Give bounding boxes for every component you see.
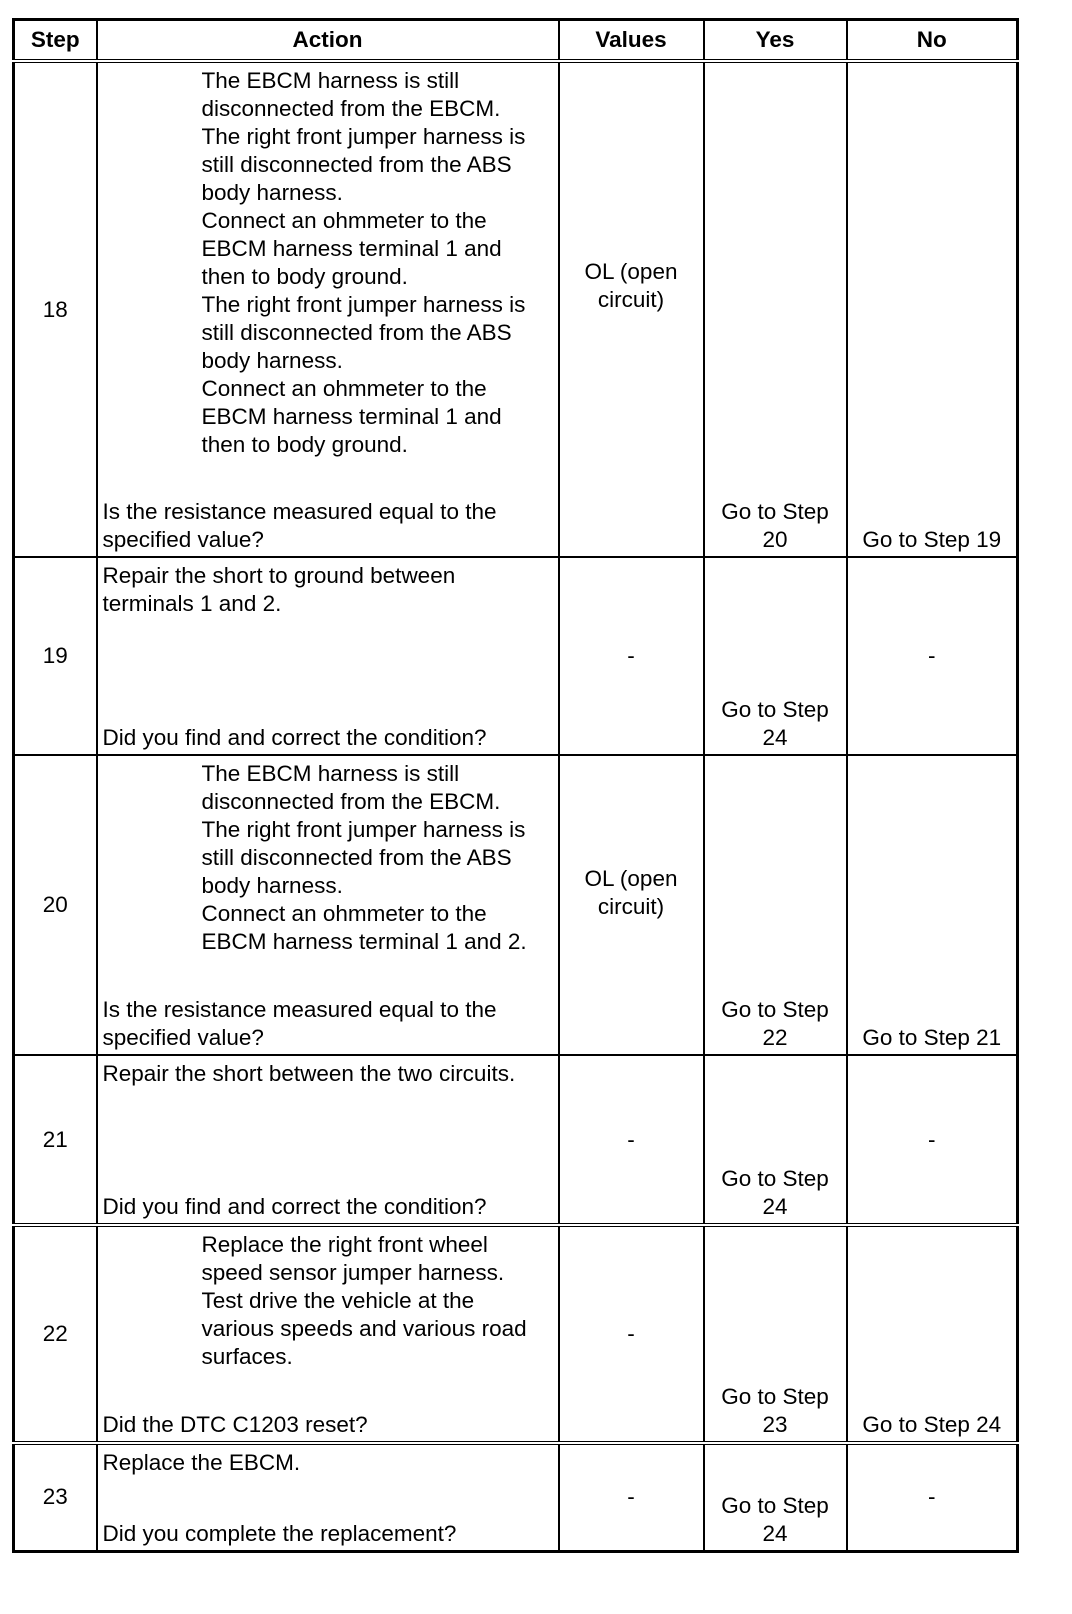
action-question bbox=[103, 1411, 554, 1439]
values-line: - bbox=[627, 1484, 635, 1510]
table-row bbox=[14, 1443, 1018, 1551]
action-question bbox=[103, 724, 554, 752]
values-text bbox=[560, 1320, 703, 1348]
action-line: still disconnected from the ABS bbox=[201, 320, 512, 345]
values-line: OL (open bbox=[584, 258, 678, 284]
yes-line: Go to Step bbox=[721, 1384, 829, 1409]
no-line: - bbox=[928, 643, 936, 668]
action-text bbox=[98, 1227, 558, 1371]
no-link[interactable] bbox=[848, 526, 1017, 556]
action-cell bbox=[97, 1055, 559, 1225]
action-line: speed sensor jumper harness. bbox=[201, 1260, 505, 1285]
action-line: then to body ground. bbox=[201, 264, 408, 289]
no-cell bbox=[847, 557, 1018, 755]
values-text bbox=[560, 1126, 703, 1154]
no-text bbox=[848, 1126, 1017, 1154]
action-line: disconnected from the EBCM. bbox=[201, 789, 501, 814]
header-values: Values bbox=[559, 20, 704, 62]
action-cell bbox=[97, 1443, 559, 1551]
values-line: - bbox=[627, 1321, 635, 1346]
action-line: body harness. bbox=[201, 873, 343, 898]
action-line: disconnected from the EBCM. bbox=[201, 96, 501, 121]
no-link[interactable] bbox=[848, 1024, 1017, 1054]
action-line: Connect an ohmmeter to the bbox=[201, 901, 487, 926]
yes-line: 20 bbox=[762, 527, 788, 552]
action-cell bbox=[97, 755, 559, 1055]
no-line: Go to Step 19 bbox=[862, 527, 1002, 552]
action-line: still disconnected from the ABS bbox=[201, 845, 512, 870]
yes-line: Go to Step bbox=[721, 697, 829, 722]
yes-line: Go to Step bbox=[721, 997, 829, 1022]
question-line: Did the DTC C1203 reset? bbox=[102, 1412, 368, 1437]
action-line: Repair the short between the two circuits. bbox=[102, 1061, 516, 1086]
action-question bbox=[103, 1193, 554, 1221]
action-text bbox=[98, 558, 558, 618]
header-no: No bbox=[847, 20, 1018, 62]
action-text bbox=[98, 1445, 558, 1477]
table-body bbox=[14, 61, 1018, 1551]
action-line: still disconnected from the ABS bbox=[201, 152, 512, 177]
yes-line: 24 bbox=[762, 1194, 788, 1219]
step-cell: 20 bbox=[14, 755, 97, 1055]
question-line: specified value? bbox=[102, 527, 264, 552]
action-cell bbox=[97, 61, 559, 557]
action-line: Test drive the vehicle at the bbox=[201, 1288, 475, 1313]
question-line: Did you complete the replacement? bbox=[102, 1520, 457, 1546]
question-line: specified value? bbox=[102, 1025, 264, 1050]
action-line: Connect an ohmmeter to the bbox=[201, 208, 487, 233]
action-question bbox=[103, 996, 554, 1052]
table-row bbox=[14, 755, 1018, 1055]
action-cell bbox=[97, 1225, 559, 1443]
table-row bbox=[14, 1225, 1018, 1443]
values-line: OL (open bbox=[584, 866, 678, 891]
no-cell bbox=[847, 755, 1018, 1055]
yes-line: 22 bbox=[762, 1025, 788, 1050]
step-cell: 22 bbox=[14, 1225, 97, 1443]
action-line: EBCM harness terminal 1 and bbox=[201, 236, 502, 261]
action-line: body harness. bbox=[201, 348, 343, 373]
no-line: Go to Step 24 bbox=[862, 1412, 1002, 1437]
action-text bbox=[98, 1056, 558, 1088]
yes-line: Go to Step bbox=[721, 499, 829, 524]
values-cell bbox=[559, 1443, 704, 1551]
values-cell bbox=[559, 1225, 704, 1443]
values-text bbox=[560, 258, 703, 314]
action-line: surfaces. bbox=[201, 1344, 293, 1369]
header-step: Step bbox=[14, 20, 97, 62]
values-text bbox=[560, 642, 703, 670]
table-row bbox=[14, 61, 1018, 557]
action-line: then to body ground. bbox=[201, 432, 408, 457]
values-text bbox=[560, 1483, 703, 1511]
action-line: body harness. bbox=[201, 180, 343, 205]
values-cell bbox=[559, 1055, 704, 1225]
yes-cell bbox=[704, 755, 847, 1055]
action-line: The right front jumper harness is bbox=[201, 124, 526, 149]
values-cell bbox=[559, 61, 704, 557]
yes-line: 24 bbox=[762, 725, 788, 750]
action-line: terminals 1 and 2. bbox=[102, 591, 282, 616]
values-cell bbox=[559, 755, 704, 1055]
diagnostic-table-container bbox=[12, 18, 1019, 1553]
action-line: various speeds and various road bbox=[201, 1316, 527, 1341]
table-row bbox=[14, 1055, 1018, 1225]
no-cell bbox=[847, 1055, 1018, 1225]
no-line: Go to Step 21 bbox=[862, 1025, 1002, 1050]
action-question bbox=[103, 498, 554, 554]
action-line: The right front jumper harness is bbox=[201, 292, 526, 317]
header-action: Action bbox=[97, 20, 559, 62]
action-line: Replace the EBCM. bbox=[102, 1450, 301, 1475]
no-text bbox=[848, 642, 1017, 670]
yes-cell bbox=[704, 1225, 847, 1443]
yes-link[interactable] bbox=[705, 1165, 846, 1223]
yes-link[interactable] bbox=[705, 498, 846, 556]
no-line: - bbox=[928, 1126, 936, 1152]
action-line: EBCM harness terminal 1 and bbox=[201, 404, 502, 429]
action-line: The right front jumper harness is bbox=[201, 817, 526, 842]
values-line: - bbox=[627, 643, 635, 668]
header-yes: Yes bbox=[704, 20, 847, 62]
action-line: EBCM harness terminal 1 and 2. bbox=[201, 929, 527, 954]
no-cell bbox=[847, 1443, 1018, 1551]
values-cell bbox=[559, 557, 704, 755]
step-cell: 21 bbox=[14, 1055, 97, 1225]
action-text bbox=[98, 756, 558, 956]
question-line: Is the resistance measured equal to the bbox=[102, 499, 497, 524]
action-cell bbox=[97, 557, 559, 755]
yes-link[interactable] bbox=[705, 1383, 846, 1441]
yes-link[interactable] bbox=[705, 696, 846, 754]
table-row bbox=[14, 557, 1018, 755]
question-line: Is the resistance measured equal to the bbox=[102, 997, 497, 1022]
action-line: The EBCM harness is still bbox=[201, 68, 460, 93]
question-line: Did you find and correct the condition? bbox=[102, 1194, 487, 1219]
values-line: circuit) bbox=[597, 894, 665, 919]
action-line: Repair the short to ground between bbox=[102, 563, 456, 588]
action-text bbox=[98, 63, 558, 459]
no-line: - bbox=[928, 1484, 936, 1510]
action-question bbox=[103, 1520, 554, 1548]
yes-link[interactable] bbox=[705, 1492, 846, 1550]
action-line: Replace the right front wheel bbox=[201, 1232, 488, 1257]
yes-cell bbox=[704, 1443, 847, 1551]
no-text bbox=[848, 1483, 1017, 1511]
step-cell: 23 bbox=[14, 1443, 97, 1551]
no-cell bbox=[847, 1225, 1018, 1443]
yes-link[interactable] bbox=[705, 996, 846, 1054]
yes-line: 23 bbox=[762, 1412, 788, 1437]
diagnostic-table bbox=[12, 18, 1019, 1553]
yes-cell bbox=[704, 61, 847, 557]
yes-line: Go to Step bbox=[721, 1492, 829, 1518]
yes-cell bbox=[704, 557, 847, 755]
no-link[interactable] bbox=[848, 1411, 1017, 1441]
action-line: The EBCM harness is still bbox=[201, 761, 460, 786]
values-line: circuit) bbox=[597, 286, 665, 312]
step-cell: 18 bbox=[14, 61, 97, 557]
yes-cell bbox=[704, 1055, 847, 1225]
header-row bbox=[14, 20, 1018, 62]
no-cell bbox=[847, 61, 1018, 557]
step-cell: 19 bbox=[14, 557, 97, 755]
yes-line: Go to Step bbox=[721, 1166, 829, 1191]
values-text bbox=[560, 865, 703, 921]
action-line: Connect an ohmmeter to the bbox=[201, 376, 487, 401]
yes-line: 24 bbox=[762, 1520, 788, 1546]
values-line: - bbox=[627, 1126, 635, 1152]
question-line: Did you find and correct the condition? bbox=[102, 725, 487, 750]
